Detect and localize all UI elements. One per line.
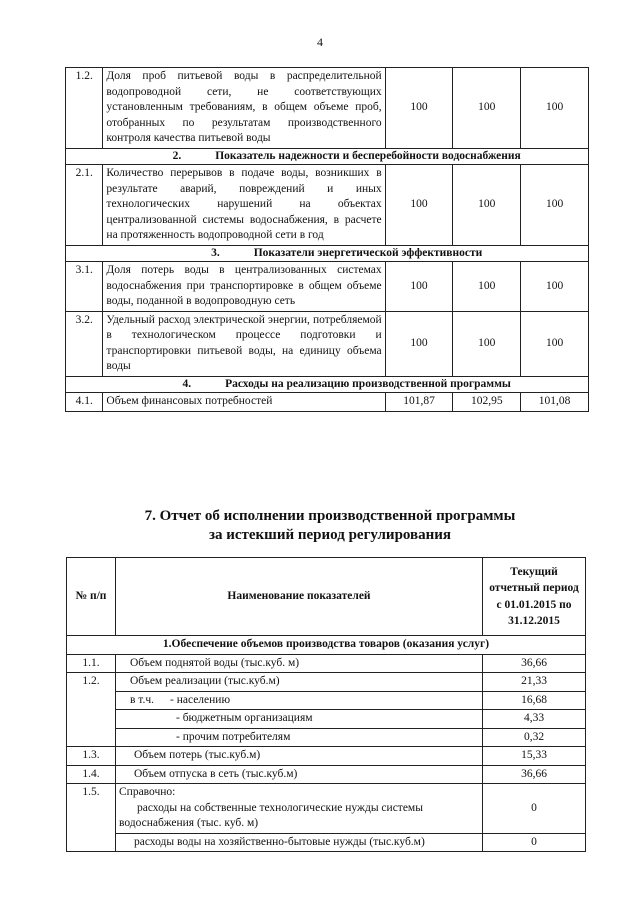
value-cell: 100	[521, 262, 589, 312]
indicator-name: Объем отпуска в сеть (тыс.куб.м)	[116, 765, 483, 784]
indicator-name: Объем поднятой воды (тыс.куб. м)	[116, 654, 483, 673]
period-line: Текущий	[510, 565, 558, 578]
value-cell: 100	[385, 311, 453, 376]
section-header	[66, 148, 589, 165]
value-cell: 100	[521, 165, 589, 246]
indicator-description: Удельный расход электрической энергии, потребляемой в технологическом процессе подготовки и транспортировки питьевой воды, на единицу объема воды	[103, 311, 385, 376]
column-header-number: № п/п	[67, 558, 116, 636]
column-header-name: Наименование показателей	[116, 558, 483, 636]
indicators-table	[65, 67, 589, 412]
period-line: с 01.01.2015 по	[496, 598, 572, 611]
period-line: 31.12.2015	[508, 615, 560, 627]
value-cell: 100	[453, 311, 521, 376]
row-number: 1.2.	[66, 68, 103, 149]
row-number: 1.2.	[67, 673, 116, 692]
table-row	[67, 691, 586, 710]
row-number: 1.1.	[67, 654, 116, 673]
reference-label: Справочно:	[119, 786, 176, 798]
section-title: Показатель надежности и бесперебойности водоснабжения	[215, 149, 521, 162]
value-cell: 15,33	[483, 747, 586, 766]
table-row	[66, 165, 589, 246]
section-title: Показатели энергетической эффективности	[253, 246, 483, 259]
table-row	[67, 784, 586, 834]
value-cell: 100	[453, 262, 521, 312]
value-cell: 0,32	[483, 728, 586, 747]
row-number: 3.2.	[66, 311, 103, 376]
table-row	[66, 311, 589, 376]
value-cell: 36,66	[483, 654, 586, 673]
value-cell: 100	[521, 311, 589, 376]
row-number	[67, 691, 116, 710]
section-row	[66, 245, 589, 262]
section-number: 4.	[182, 377, 192, 390]
table-row	[67, 747, 586, 766]
row-number: 4.1.	[66, 393, 103, 412]
row-number: 2.1.	[66, 165, 103, 246]
value-cell: 16,68	[483, 691, 586, 710]
value-cell: 100	[453, 68, 521, 149]
section-number: 3.	[211, 246, 220, 259]
header-row	[67, 558, 586, 636]
indicator-description: Доля проб питьевой воды в распределительной водопроводной сети, не соответствующих установленным требованиям, в общем объеме проб, отобранных по результатам производственного контроля качества питьевой воды	[103, 68, 385, 149]
value-cell: 0	[483, 833, 586, 852]
table-row	[66, 68, 589, 149]
table-row	[67, 654, 586, 673]
value-cell: 0	[483, 784, 586, 834]
section-title: Расходы на реализацию производственной программы	[225, 377, 511, 390]
indicator-name: - прочим потребителям	[116, 728, 483, 747]
period-line: отчетный период	[489, 582, 579, 594]
report-table	[66, 557, 586, 852]
indicator-name: Объем потерь (тыс.куб.м)	[116, 747, 483, 766]
value-cell: 101,87	[385, 393, 453, 412]
row-number	[67, 710, 116, 729]
value-cell: 101,08	[521, 393, 589, 412]
reference-line: водоснабжения (тыс. куб. м)	[119, 817, 259, 829]
value-cell: 4,33	[483, 710, 586, 729]
subitem-prefix: в т.ч.	[130, 693, 154, 706]
report-heading-line1: 7. Отчет об исполнении производственной программы	[144, 508, 516, 524]
column-header-period	[483, 558, 586, 636]
section-header	[66, 376, 589, 393]
page-number: 4	[317, 35, 323, 49]
table-row	[67, 673, 586, 692]
table-row	[67, 728, 586, 747]
section-header	[66, 245, 589, 262]
report-heading-line2: за истекший период регулирования	[208, 527, 452, 543]
indicator-name	[116, 784, 483, 834]
value-cell: 100	[453, 165, 521, 246]
indicator-name	[116, 691, 483, 710]
subitem-label: - населению	[170, 693, 231, 706]
row-number: 1.3.	[67, 747, 116, 766]
row-number	[67, 728, 116, 747]
reference-line: расходы на собственные технологические нужды системы	[137, 801, 423, 814]
report-heading	[0, 507, 640, 545]
section-header: 1.Обеспечение объемов производства товаров (оказания услуг)	[67, 636, 586, 655]
table-row	[66, 393, 589, 412]
value-cell: 100	[521, 68, 589, 149]
value-cell: 100	[385, 68, 453, 149]
section-number: 2.	[172, 149, 182, 162]
table-row	[66, 262, 589, 312]
indicator-description: Количество перерывов в подаче воды, возникших в результате аварий, повреждений и иных технологических нарушений на объектах централизованной системы водоснабжения, в расчете на протяженность водопроводной сети в год	[103, 165, 385, 246]
indicator-name: расходы воды на хозяйственно-бытовые нужды (тыс.куб.м)	[116, 833, 483, 852]
table-row	[67, 833, 586, 852]
row-number	[67, 833, 116, 852]
indicator-description: Доля потерь воды в централизованных системах водоснабжения при транспортировке в общем объеме воды, поданной в водопроводную сеть	[103, 262, 385, 312]
indicator-name: - бюджетным организациям	[116, 710, 483, 729]
value-cell: 36,66	[483, 765, 586, 784]
row-number: 3.1.	[66, 262, 103, 312]
value-cell: 100	[385, 262, 453, 312]
value-cell: 100	[385, 165, 453, 246]
row-number: 1.4.	[67, 765, 116, 784]
indicator-name: Объем реализации (тыс.куб.м)	[116, 673, 483, 692]
table-row	[67, 765, 586, 784]
value-cell: 21,33	[483, 673, 586, 692]
section-row	[67, 636, 586, 655]
table-row	[67, 710, 586, 729]
section-row	[66, 376, 589, 393]
indicator-description: Объем финансовых потребностей	[103, 393, 385, 412]
value-cell: 102,95	[453, 393, 521, 412]
section-row	[66, 148, 589, 165]
row-number: 1.5.	[67, 784, 116, 834]
